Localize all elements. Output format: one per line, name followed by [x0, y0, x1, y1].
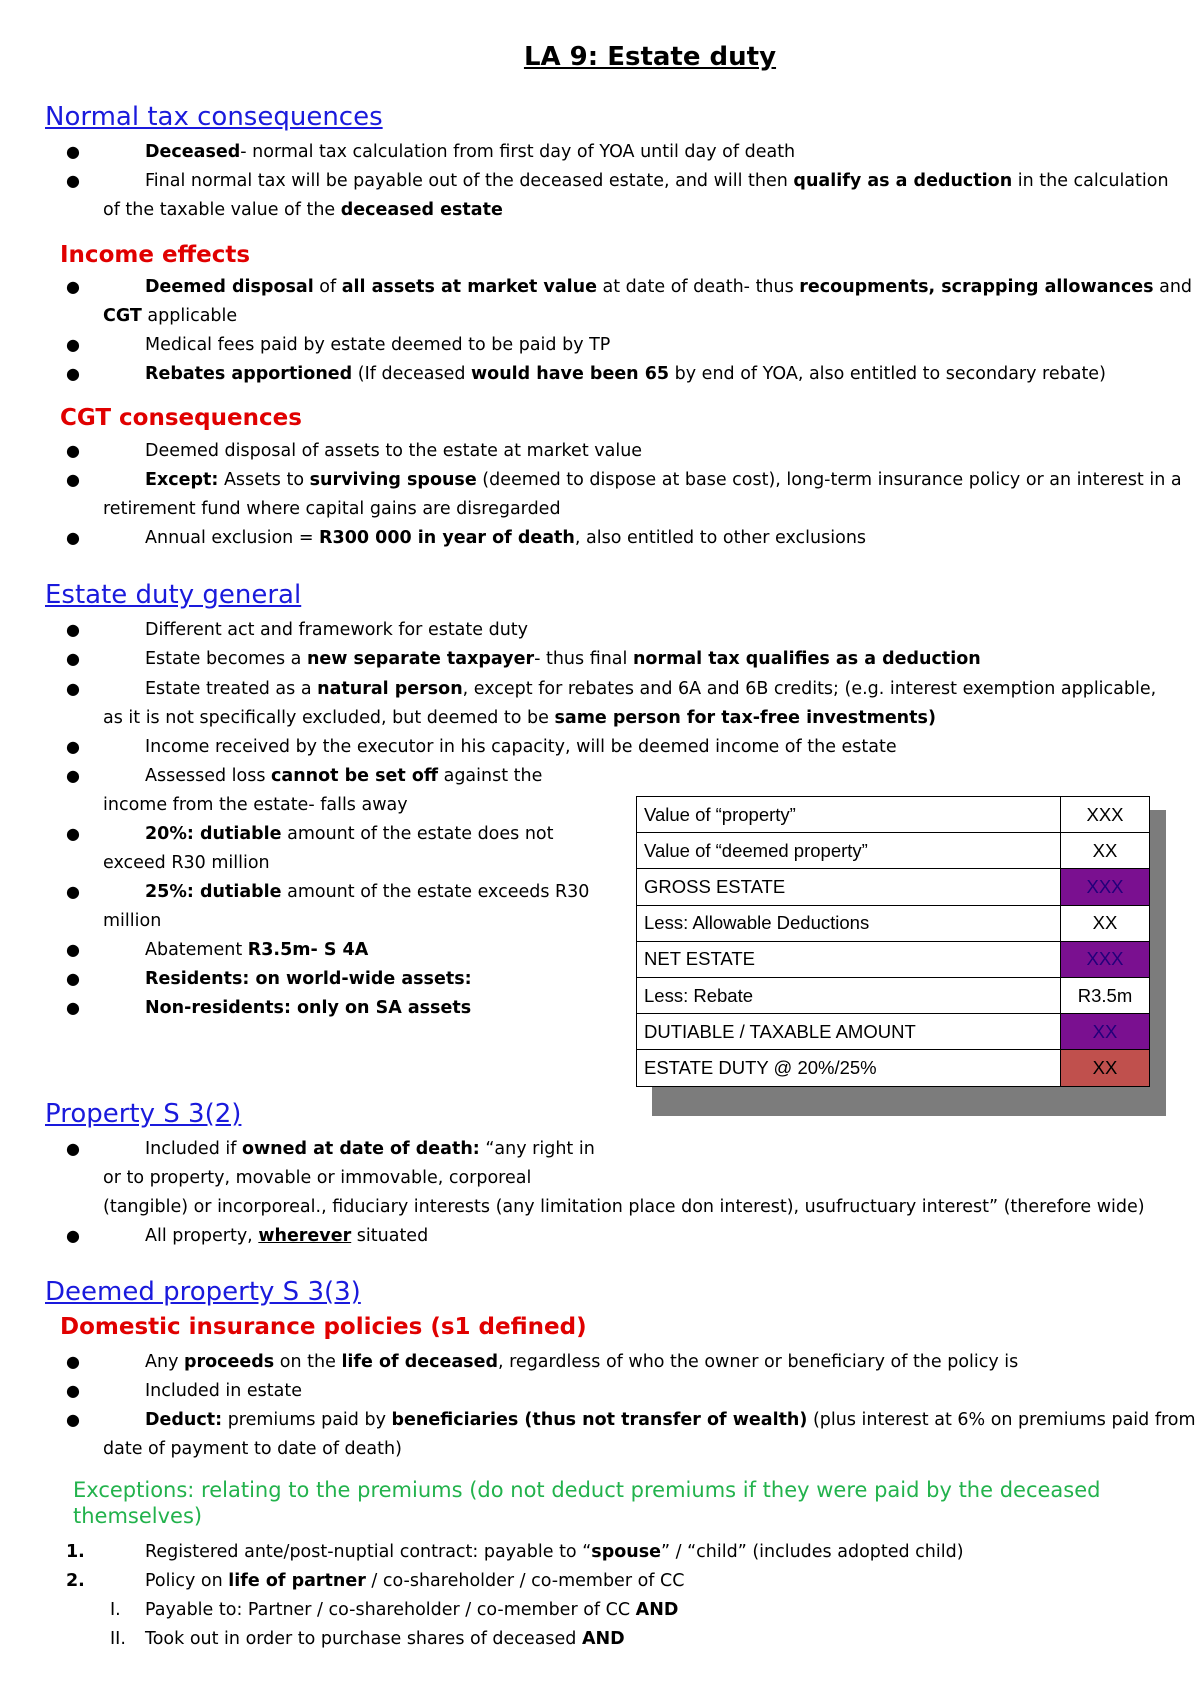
list-item: All property, wherever situated [145, 1226, 429, 1246]
table-row [637, 905, 1150, 941]
list-item-cont: (tangible) or incorporeal., fiduciary interests (any limitation place don interest), usufructuary interest” (therefore wide) [103, 1197, 1145, 1217]
heading-normal-tax: Normal tax consequences [45, 102, 383, 132]
list-item: Annual exclusion = R300 000 in year of death, also entitled to other exclusions [145, 528, 867, 548]
list-item: Included in estate [145, 1381, 302, 1401]
list-item: 25%: dutiable amount of the estate exceeds R30 [145, 882, 590, 902]
list-item-cont: retirement fund where capital gains are disregarded [103, 499, 561, 519]
list-number: 1. [66, 1542, 85, 1562]
bullet: ● [66, 649, 80, 668]
bullet: ● [66, 528, 80, 547]
exceptions-note: Exceptions: relating to the premiums (do not deduct premiums if they were paid by the deceased themselves) [73, 1478, 1101, 1528]
table-row [637, 1050, 1150, 1086]
list-item: Deemed disposal of all assets at market value at date of death- thus recoupments, scrapping allowances and [145, 277, 1193, 297]
table-row [637, 869, 1150, 905]
list-item: Rebates apportioned (If deceased would have been 65 by end of YOA, also entitled to secondary rebate) [145, 364, 1106, 384]
bullet: ● [66, 1352, 80, 1371]
list-item: Assessed loss cannot be set off against the [145, 766, 543, 786]
row-value: XXX [1061, 869, 1150, 905]
list-item: 20%: dutiable amount of the estate does not [145, 824, 554, 844]
row-label: GROSS ESTATE [637, 869, 1061, 905]
row-label: ESTATE DUTY @ 20%/25% [637, 1050, 1061, 1086]
subheading-insurance: Domestic insurance policies (s1 defined) [60, 1314, 587, 1340]
heading-estate-duty-general: Estate duty general [45, 580, 302, 610]
bullet: ● [66, 679, 80, 698]
bullet: ● [66, 441, 80, 460]
list-item: Medical fees paid by estate deemed to be paid by TP [145, 335, 611, 355]
bullet: ● [66, 277, 80, 296]
row-label: Value of “property” [637, 797, 1061, 833]
list-item: Any proceeds on the life of deceased, regardless of who the owner or beneficiary of the policy is [145, 1352, 1019, 1372]
list-item: Estate treated as a natural person, except for rebates and 6A and 6B credits; (e.g. interest exemption applicable, [145, 679, 1157, 699]
bullet: ● [66, 1226, 80, 1245]
row-value: XXX [1061, 797, 1150, 833]
row-label: NET ESTATE [637, 941, 1061, 977]
list-item: Included if owned at date of death: “any right in [145, 1139, 595, 1159]
list-item: Final normal tax will be payable out of the deceased estate, and will then qualify as a deduction in the calculation [145, 171, 1169, 191]
list-item: Abatement R3.5m- S 4A [145, 940, 369, 960]
list-number: 2. [66, 1571, 85, 1591]
bullet: ● [66, 142, 80, 161]
list-item: Deduct: premiums paid by beneficiaries (thus not transfer of wealth) (plus interest at 6% on premiums paid from [145, 1410, 1196, 1430]
row-value: XXX [1061, 941, 1150, 977]
bullet: ● [66, 335, 80, 354]
row-value: XX [1061, 1014, 1150, 1050]
bullet: ● [66, 364, 80, 383]
bullet: ● [66, 1139, 80, 1158]
bullet: ● [66, 766, 80, 785]
table-row [637, 1014, 1150, 1050]
list-item-cont: of the taxable value of the deceased estate [103, 200, 503, 220]
bullet: ● [66, 882, 80, 901]
list-item-cont: exceed R30 million [103, 853, 270, 873]
bullet: ● [66, 969, 80, 988]
sub-item: Payable to: Partner / co-shareholder / co-member of CC AND [145, 1600, 679, 1620]
estate-duty-table [636, 796, 1150, 1087]
heading-cgt-consequences: CGT consequences [60, 405, 302, 431]
row-value: XX [1061, 1050, 1150, 1086]
heading-property: Property S 3(2) [45, 1099, 242, 1129]
list-item: Different act and framework for estate duty [145, 620, 529, 640]
page-title: LA 9: Estate duty [523, 42, 777, 72]
list-item-cont: million [103, 911, 162, 931]
row-label: Less: Rebate [637, 977, 1061, 1013]
bullet: ● [66, 940, 80, 959]
list-item: Non-residents: only on SA assets [145, 998, 472, 1018]
list-item-cont: income from the estate- falls away [103, 795, 408, 815]
list-item: Deceased- normal tax calculation from first day of YOA until day of death [145, 142, 796, 162]
sub-item: Took out in order to purchase shares of deceased AND [145, 1629, 625, 1649]
list-item: Except: Assets to surviving spouse (deemed to dispose at base cost), long-term insurance policy or an interest in a [145, 470, 1182, 490]
list-number: II. [110, 1629, 126, 1649]
list-item: Deemed disposal of assets to the estate at market value [145, 441, 643, 461]
list-item: Residents: on world-wide assets: [145, 969, 472, 989]
bullet: ● [66, 737, 80, 756]
bullet: ● [66, 998, 80, 1017]
list-number: I. [110, 1600, 121, 1620]
table-row [637, 833, 1150, 869]
row-value: XX [1061, 905, 1150, 941]
bullet: ● [66, 1381, 80, 1400]
numbered-item: Policy on life of partner / co-shareholder / co-member of CC [145, 1571, 685, 1591]
bullet: ● [66, 620, 80, 639]
list-item: Estate becomes a new separate taxpayer- thus final normal tax qualifies as a deduction [145, 649, 981, 669]
bullet: ● [66, 824, 80, 843]
list-item-cont: as it is not specifically excluded, but deemed to be same person for tax-free investments) [103, 708, 936, 728]
row-value: R3.5m [1061, 977, 1150, 1013]
list-item: Income received by the executor in his capacity, will be deemed income of the estate [145, 737, 897, 757]
row-label: Value of “deemed property” [637, 833, 1061, 869]
table-row [637, 977, 1150, 1013]
bullet: ● [66, 470, 80, 489]
heading-deemed-property: Deemed property S 3(3) [45, 1277, 361, 1307]
row-value: XX [1061, 833, 1150, 869]
row-label: DUTIABLE / TAXABLE AMOUNT [637, 1014, 1061, 1050]
table-row [637, 941, 1150, 977]
bullet: ● [66, 171, 80, 190]
list-item-cont: CGT applicable [103, 306, 238, 326]
list-item-cont: date of payment to date of death) [103, 1439, 402, 1459]
bullet: ● [66, 1410, 80, 1429]
numbered-item: Registered ante/post-nuptial contract: payable to “spouse” / “child” (includes adopted child) [145, 1542, 964, 1562]
list-item-cont: or to property, movable or immovable, corporeal [103, 1168, 532, 1188]
row-label: Less: Allowable Deductions [637, 905, 1061, 941]
heading-income-effects: Income effects [60, 242, 251, 268]
table-row [637, 797, 1150, 833]
